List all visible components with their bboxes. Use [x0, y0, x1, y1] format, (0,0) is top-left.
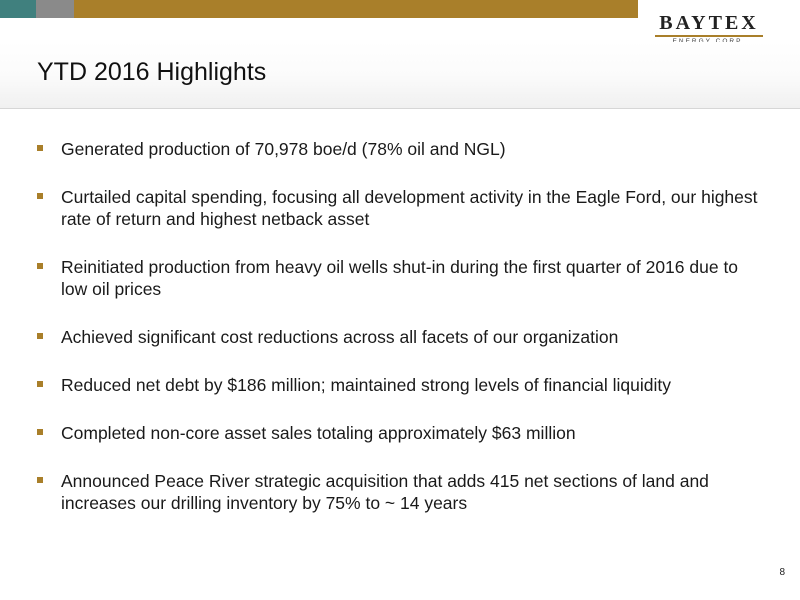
logo-wordmark: BAYTEX	[659, 12, 759, 34]
list-item	[36, 138, 766, 160]
list-item-text: Completed non-core asset sales totaling approximately $63 million	[61, 423, 576, 443]
list-item	[36, 256, 766, 300]
page-number: 8	[779, 567, 785, 578]
list-item	[36, 326, 766, 348]
accent-bar-gray-segment	[36, 0, 74, 18]
list-item	[36, 374, 766, 396]
list-item-text: Announced Peace River strategic acquisition that adds 415 net sections of land and increases our drilling inventory by 75% to ~ 14 years	[61, 471, 709, 513]
slide-title: YTD 2016 Highlights	[37, 58, 267, 86]
list-item-text: Curtailed capital spending, focusing all development activity in the Eagle Ford, our highest rate of return and highest netback asset	[61, 187, 758, 229]
highlights-list	[36, 138, 766, 540]
list-item	[36, 470, 766, 514]
square-bullet-icon	[37, 381, 43, 387]
square-bullet-icon	[37, 145, 43, 151]
square-bullet-icon	[37, 429, 43, 435]
top-accent-bar	[0, 0, 638, 18]
list-item-text: Generated production of 70,978 boe/d (78% oil and NGL)	[61, 139, 506, 159]
accent-bar-teal-segment	[0, 0, 36, 18]
square-bullet-icon	[37, 477, 43, 483]
list-item	[36, 186, 766, 230]
list-item-text: Reduced net debt by $186 million; maintained strong levels of financial liquidity	[61, 375, 671, 395]
square-bullet-icon	[37, 193, 43, 199]
square-bullet-icon	[37, 333, 43, 339]
accent-bar-gold-segment	[74, 0, 638, 18]
list-item-text: Reinitiated production from heavy oil wells shut-in during the first quarter of 2016 due to low oil prices	[61, 257, 739, 299]
list-item	[36, 422, 766, 444]
list-item-text: Achieved significant cost reductions across all facets of our organization	[61, 327, 619, 347]
square-bullet-icon	[37, 263, 43, 269]
